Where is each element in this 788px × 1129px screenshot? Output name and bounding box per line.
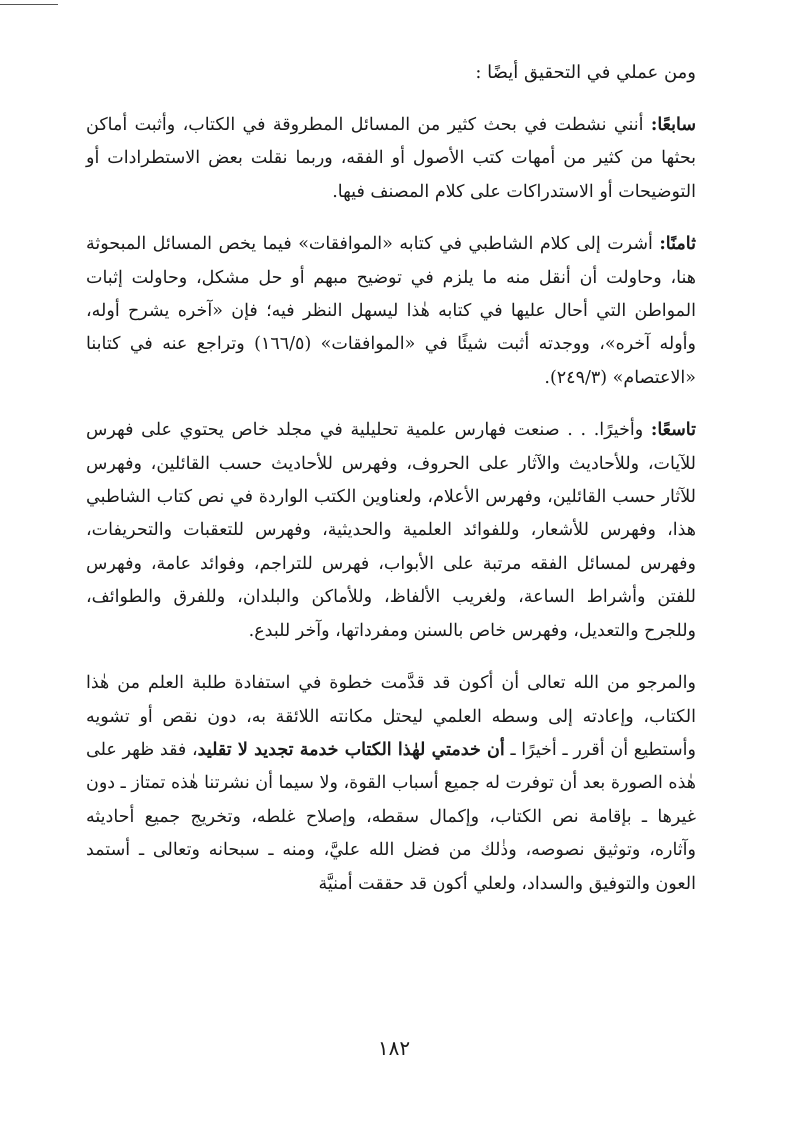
paragraph-text: ، فقد ظهر على هٰذه الصورة بعد أن توفرت له جميع أسباب القوة، ولا سيما أن نشرتنا هٰذه تمتاز ـ دون غيرها ـ بإقامة نص الكتاب، وإكمال سقطه، وإصلاح غلطه، وتخريج جميع أحاديثه وآثاره، وتوثيق نصوصه، وذٰلك من فضل الله عليَّ، ومنه ـ سبحانه وتعالى ـ أستمد العون والتوفيق والسداد، ولعلي أكون قد حققت أمنيَّة [85,739,696,894]
paragraph-text: والمرجو من الله تعالى أن أكون قد قدَّمت خطوة في استفادة طلبة العلم من هٰذا الكتاب، وإعادته إلى وسطه العلمي ليحتل مكانته اللائقة به، دون نقص أو تشويه وأستطيع أن أقرر ـ أخيرًا ـ [86,673,696,760]
page-number: ١٨٢ [377,1036,411,1060]
intro-line: ومن عملي في التحقيق أيضًا : [475,62,696,83]
paragraph-lead: سابعًا: [650,115,696,135]
paragraph-text: أشرت إلى كلام الشاطبي في كتابه «الموافقات» فيما يخص المسائل المبحوثة هنا، وحاولت أن أنقل منه ما يلزم في توضيح مبهم أو حل مشكل، وحاولت إثبات المواطن التي أحال عليها في كتابه هٰذا ليسهل النظر فيه؛ فإن «آخره يشرح أوله، وأوله آخره»، ووجدته أثبت شيئًا في «الموافقات» (١٦٦/٥) وتراجع عنه في كتابنا «الاعتصام» (٢٤٩/٣). [86,234,696,388]
paragraph-lead: ثامنًا: [659,234,696,255]
paragraph-seventh [86,109,696,209]
paragraph-ninth [86,414,696,648]
paragraph-closing [86,667,696,901]
paragraph-emphasis: أن خدمتي لهٰذا الكتاب خدمة تجديد لا تقليد [197,739,505,760]
paragraph-eighth [86,228,696,395]
paragraph-text: وأخيرًا. . . صنعت فهارس علمية تحليلية في مجلد خاص يحتوي على فهرس للآيات، وللأحاديث والآثار على الحروف، وفهرس للأحاديث حسب القائلين، وفهرس للآثار حسب القائلين، وفهرس الأعلام، ولعناوين الكتب الواردة في نص كتاب الشاطبي هذا، وفهرس للأشعار، وللفوائد العلمية والحديثية، وفهرس للتعقبات والتحريفات، وفهرس لمسائل الفقه مرتبة على الأبواب، فهرس للتراجم، وفوائد عامة، وفهرس للفتن وأشراط الساعة، ولغريب الألفاظ، وللأماكن والبلدان، وللفرق والطوائف، وللجرح والتعديل، وفهرس خاص بالسنن ومفرداتها، وآخر للبدع. [86,420,696,641]
paragraph-lead: تاسعًا: [650,420,696,441]
page-body [86,56,696,901]
paragraph-text: أنني نشطت في بحث كثير من المسائل المطروقة في الكتاب، وأثبت أماكن بحثها من كثير من أمهات كتب الأصول أو الفقه، وربما نقلت بعض الاستطرادات أو التوضيحات أو الاستدراكات على كلام المصنف فيها. [86,115,696,202]
corner-rule [0,4,58,5]
